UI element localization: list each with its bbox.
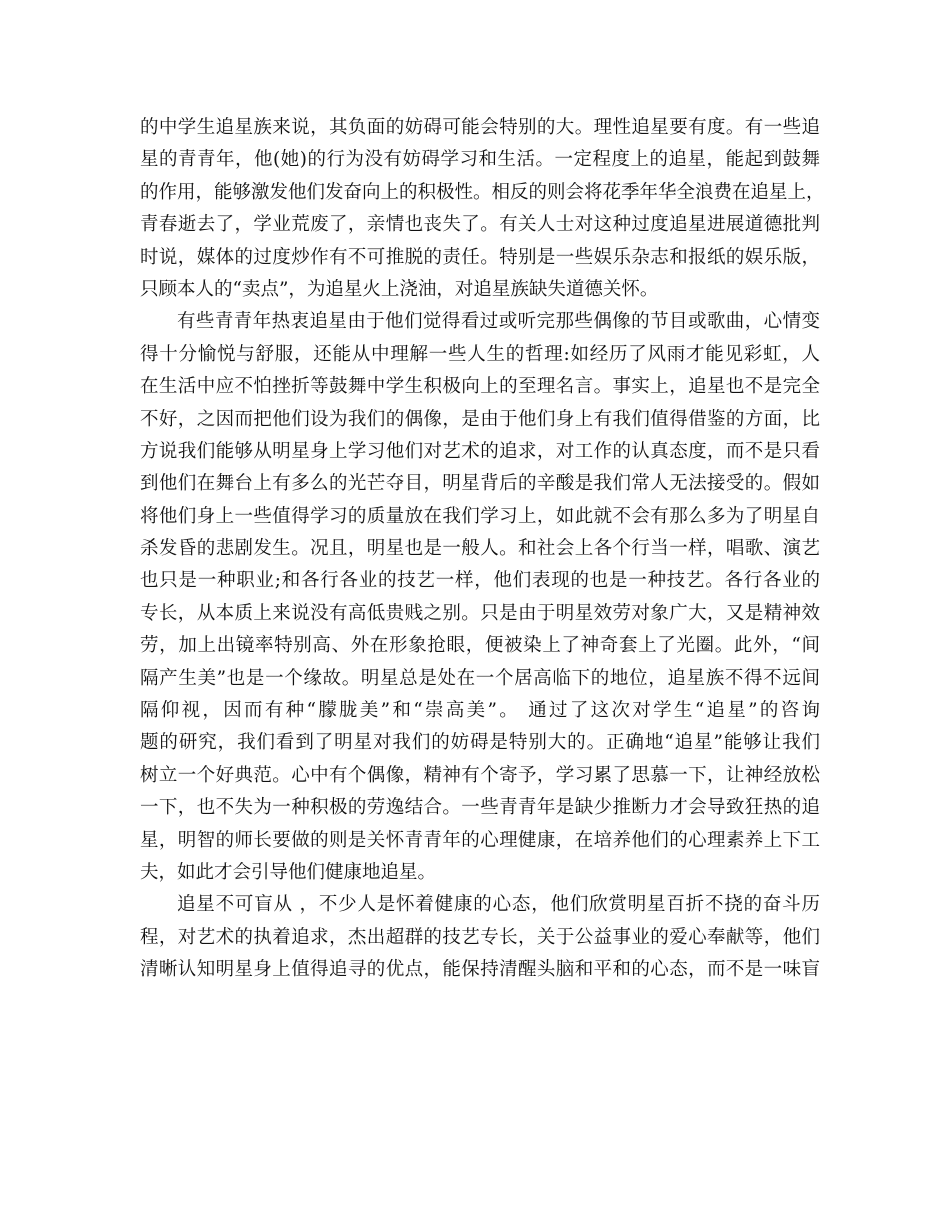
text-line: 在生活中应不怕挫折等鼓舞中学生积极向上的至理名言。事实上，追星也不是完全	[140, 376, 820, 398]
text-line: 清晰认知明星身上值得追寻的优点，能保持清醒头脑和平和的心态，而不是一味盲	[140, 959, 820, 981]
text-line: 题的研究，我们看到了明星对我们的妨碍是特别大的。正确地“追星”能够让我们	[140, 732, 820, 754]
text-line: 专长，从本质上来说没有高低贵贱之别。只是由于明星效劳对象广大，又是精神效	[140, 602, 820, 624]
text-line: 有些青青年热衷追星由于他们觉得看过或听完那些偶像的节目或歌曲，心情变	[177, 311, 820, 333]
text-line: 也只是一种职业;和各行各业的技艺一样，他们表现的也是一种技艺。各行各业的	[140, 570, 820, 592]
text-line: 追星不可盲从 ，不少人是怀着健康的心态，他们欣赏明星百折不挠的奋斗历	[177, 894, 820, 916]
text-line: 只顾本人的“卖点”，为追星火上浇油，对追星族缺失道德关怀。	[140, 278, 659, 300]
text-line: 程，对艺术的执着追求，杰出超群的技艺专长，关于公益事业的爱心奉献等，他们	[140, 926, 820, 948]
text-line: 将他们身上一些值得学习的质量放在我们学习上，如此就不会有那么多为了明星自	[140, 505, 820, 527]
text-line: 方说我们能够从明星身上学习他们对艺术的追求，对工作的认真态度，而不是只看	[140, 440, 820, 462]
text-line: 青春逝去了，学业荒废了，亲情也丧失了。有关人士对这种过度追星进展道德批判	[140, 214, 820, 236]
text-line: 树立一个好典范。心中有个偶像，精神有个寄予，学习累了思慕一下，让神经放松	[140, 764, 820, 786]
text-line: 不好，之因而把他们设为我们的偶像，是由于他们身上有我们值得借鉴的方面，比	[140, 408, 820, 430]
text-line: 隔产生美”也是一个缘故。明星总是处在一个居高临下的地位，追星族不得不远间	[140, 667, 820, 689]
text-line: 劳，加上出镜率特别高、外在形象抢眼，便被染上了神奇套上了光圈。此外，“间	[140, 635, 820, 657]
text-line: 星，明智的师长要做的则是关怀青青年的心理健康，在培养他们的心理素养上下工	[140, 829, 820, 851]
text-line: 隔仰视，因而有种“朦胧美”和“崇高美”。 通过了这次对学生“追星”的咨询	[140, 700, 820, 722]
text-line: 杀发昏的悲剧发生。况且，明星也是一般人。和社会上各个行当一样，唱歌、演艺	[140, 538, 820, 560]
text-line: 时说，媒体的过度炒作有不可推脱的责任。特别是一些娱乐杂志和报纸的娱乐版，	[140, 246, 820, 268]
text-line: 夫，如此才会引导他们健康地追星。	[140, 861, 437, 883]
body-text	[140, 112, 825, 987]
text-line: 的作用，能够激发他们发奋向上的积极性。相反的则会将花季年华全浪费在追星上，	[140, 181, 825, 203]
text-line: 的中学生追星族来说，其负面的妨碍可能会特别的大。理性追星要有度。有一些追	[140, 117, 820, 138]
text-line: 星的青青年，他(她)的行为没有妨碍学习和生活。一定程度上的追星，能起到鼓舞	[140, 149, 820, 171]
text-line: 到他们在舞台上有多么的光芒夺目，明星背后的辛酸是我们常人无法接受的。假如	[140, 473, 820, 495]
text-line: 得十分愉悦与舒服，还能从中理解一些人生的哲理:如经历了风雨才能见彩虹，人	[140, 343, 820, 365]
text-line: 一下，也不失为一种积极的劳逸结合。一些青青年是缺少推断力才会导致狂热的追	[140, 797, 820, 819]
